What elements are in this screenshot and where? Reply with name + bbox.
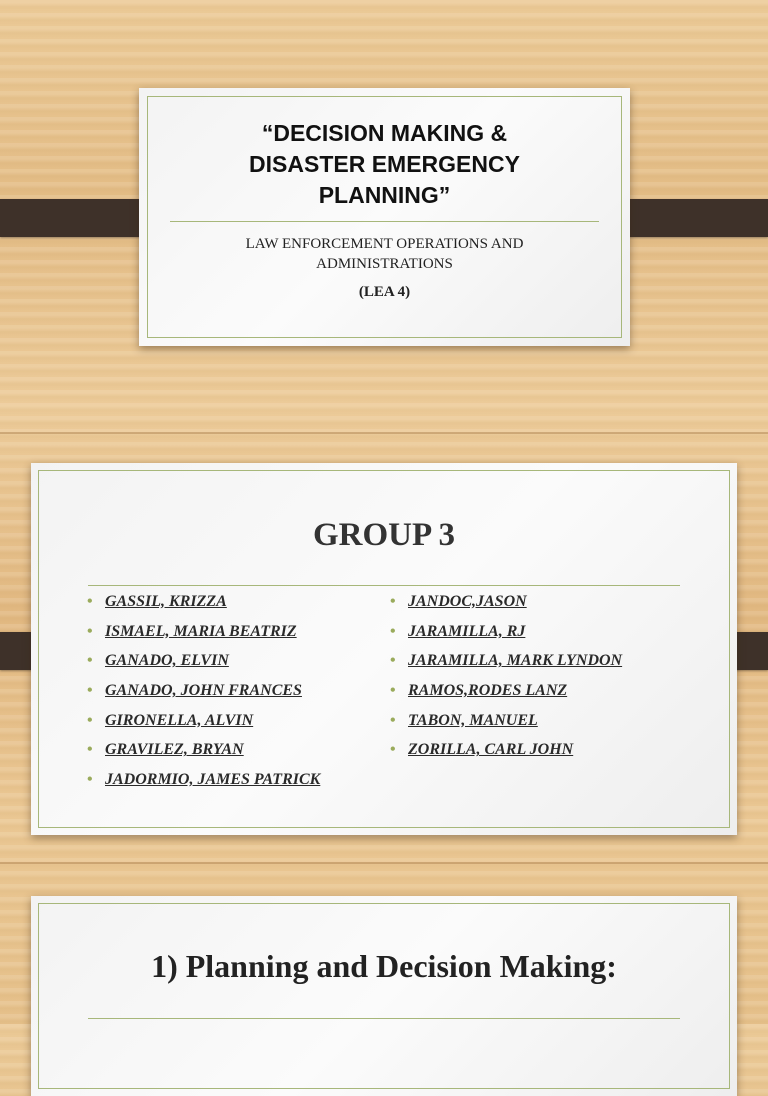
bullet-icon: • [390, 741, 396, 759]
member-name: JADORMIO, JAMES PATRICK [105, 771, 321, 789]
member-item [390, 706, 622, 736]
member-name: ISMAEL, MARIA BEATRIZ [105, 622, 297, 640]
member-name: GRAVILEZ, BRYAN [105, 741, 244, 759]
group-title: GROUP 3 [312, 517, 456, 553]
wood-plank-seam [0, 432, 768, 434]
member-item [87, 617, 320, 647]
bullet-icon: • [390, 622, 396, 640]
bullet-icon: • [390, 593, 396, 610]
title-line: “DECISION MAKING & [261, 120, 508, 146]
member-item [390, 617, 622, 647]
subtitle-line: LAW ENFORCEMENT OPERATIONS AND [245, 236, 524, 252]
member-name: GANADO, ELVIN [105, 652, 229, 670]
course-code: (LEA 4) [358, 284, 411, 300]
bullet-icon: • [87, 652, 93, 670]
bullet-icon: • [390, 652, 396, 670]
bullet-icon: • [87, 711, 93, 729]
group-slide[interactable] [31, 463, 737, 835]
member-item [87, 587, 320, 617]
member-item [87, 676, 320, 706]
bullet-icon: • [87, 682, 93, 700]
section-divider [88, 1018, 680, 1019]
member-name: JARAMILLA, MARK LYNDON [408, 652, 623, 670]
strap-right [612, 199, 768, 237]
bullet-icon: • [87, 771, 93, 789]
slide-subtitle [139, 234, 630, 274]
section-title: 1) Planning and Decision Making: [151, 948, 617, 984]
member-name: RAMOS,RODES LANZ [408, 682, 568, 700]
bullet-icon: • [87, 741, 93, 759]
member-item [390, 587, 622, 617]
bullet-icon: • [390, 711, 396, 729]
member-name: GASSIL, KRIZZA [105, 593, 227, 610]
bullet-icon: • [87, 622, 93, 640]
group-divider [88, 585, 680, 586]
slide-frame [38, 903, 730, 1089]
member-name: TABON, MANUEL [408, 711, 538, 729]
member-name: JANDOC,JASON [408, 593, 527, 610]
planning-slide[interactable] [31, 896, 737, 1096]
wood-plank-seam [0, 862, 768, 864]
title-line: PLANNING” [318, 182, 451, 208]
member-name: ZORILLA, CARL JOHN [408, 741, 574, 759]
member-item [390, 676, 622, 706]
bullet-icon: • [87, 593, 93, 610]
title-divider [170, 221, 599, 222]
member-item [390, 646, 622, 676]
member-item [87, 765, 320, 795]
title-slide[interactable] [139, 88, 630, 346]
member-item [87, 706, 320, 736]
member-item [390, 735, 622, 765]
members-list-left [87, 587, 320, 795]
bullet-icon: • [390, 682, 396, 700]
title-line: DISASTER EMERGENCY [249, 151, 520, 177]
member-name: JARAMILLA, RJ [408, 622, 526, 640]
subtitle-line: ADMINISTRATIONS [316, 256, 453, 272]
strap-left [0, 199, 156, 237]
member-item [87, 646, 320, 676]
member-name: GIRONELLA, ALVIN [105, 711, 254, 729]
member-name: GANADO, JOHN FRANCES [105, 682, 302, 700]
members-list-right [390, 587, 622, 765]
slide-title [139, 118, 630, 211]
member-item [87, 735, 320, 765]
